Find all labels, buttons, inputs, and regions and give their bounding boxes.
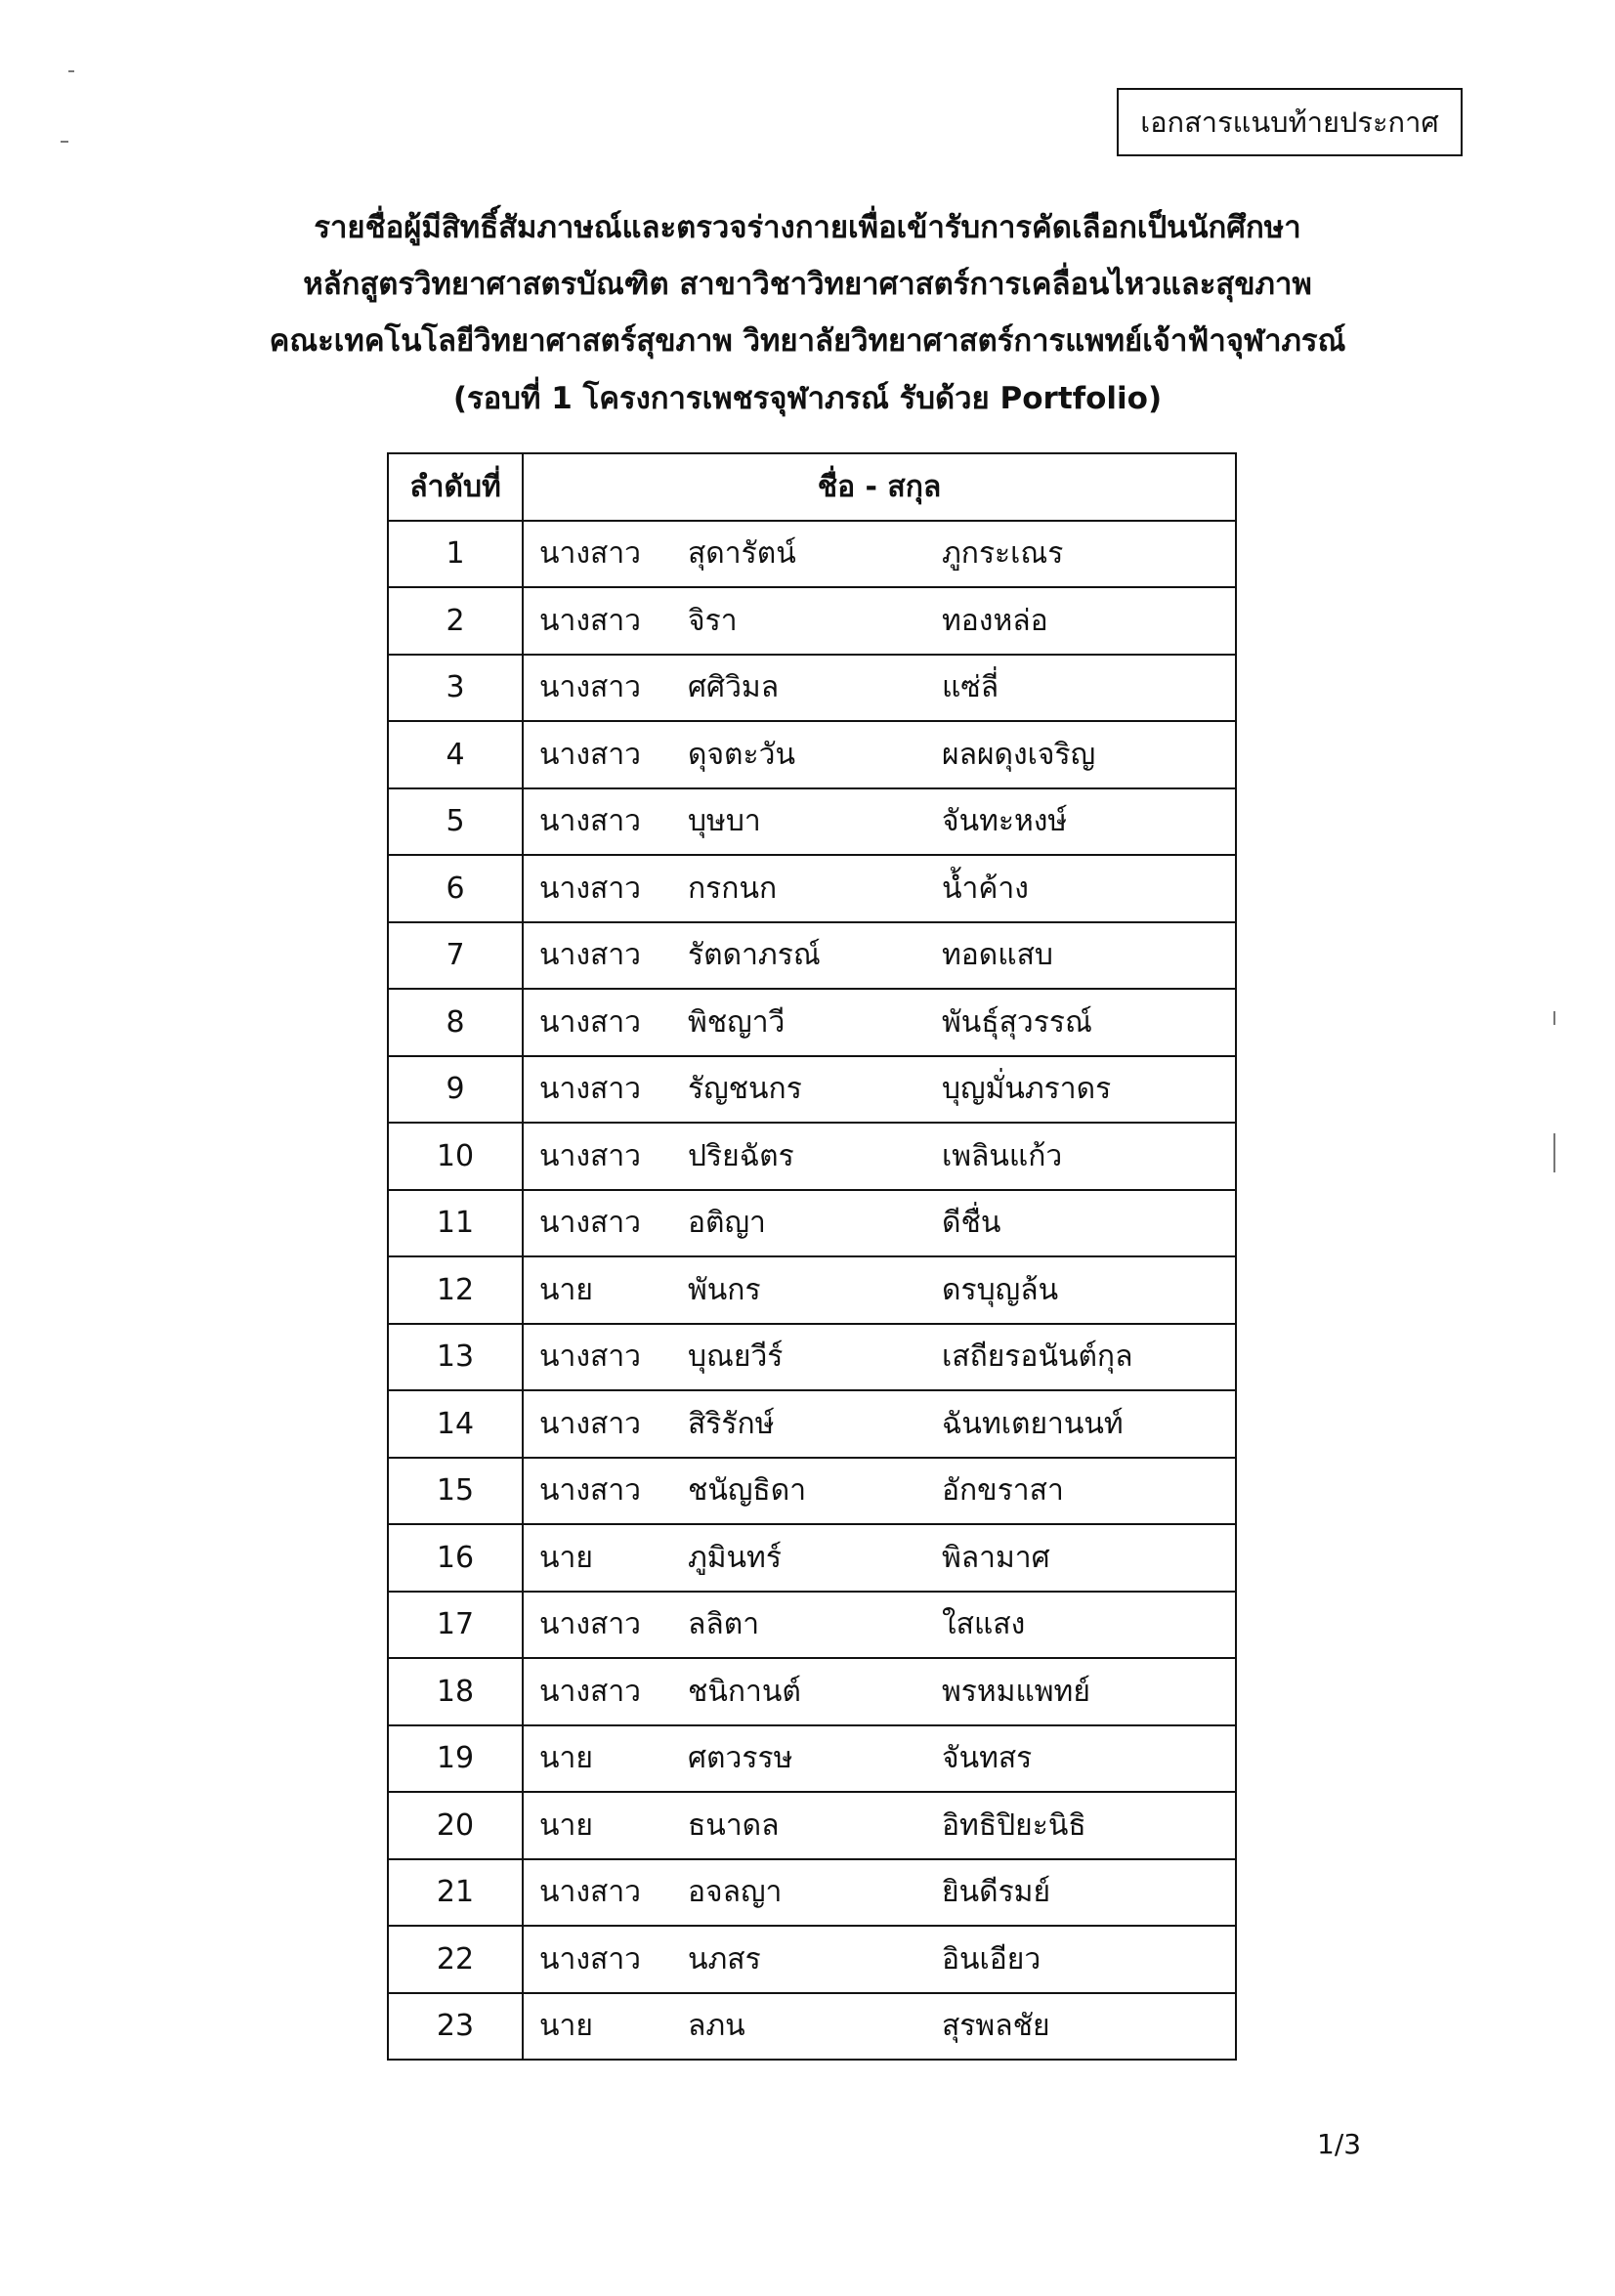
first-name: สิริรักษ์ [688, 1406, 775, 1441]
last-name: ดีชื่น [942, 1206, 1001, 1241]
last-name: ผลผดุงเจริญ [942, 737, 1096, 772]
table-row [388, 1458, 1236, 1525]
name-prefix: นางสาว [539, 737, 642, 772]
first-name: บุษบา [688, 804, 761, 839]
row-number: 13 [388, 1324, 523, 1391]
first-name: รัตดาภรณ์ [688, 938, 821, 973]
first-name: อจลญา [688, 1875, 783, 1910]
first-name: ลลิตา [688, 1607, 760, 1642]
row-fullname [523, 1926, 1236, 1993]
name-prefix: นาย [539, 1807, 593, 1843]
row-fullname [523, 1390, 1236, 1458]
name-prefix: นางสาว [539, 1607, 642, 1642]
table-row [388, 655, 1236, 722]
row-fullname [523, 989, 1236, 1056]
table-row [388, 1658, 1236, 1725]
first-name: ธนาดล [688, 1807, 780, 1843]
row-fullname [523, 1190, 1236, 1257]
table-row [388, 1123, 1236, 1190]
row-fullname [523, 1725, 1236, 1793]
row-fullname [523, 721, 1236, 788]
scan-speck [68, 70, 74, 72]
first-name: จิรา [688, 603, 738, 638]
row-fullname [523, 1256, 1236, 1324]
first-name: นภสร [688, 1941, 761, 1977]
table-row [388, 922, 1236, 990]
name-prefix: นาย [539, 2009, 593, 2044]
title-line-4: (รอบที่ 1 โครงการเพชรจุฬาภรณ์ รับด้วย Portfolio) [452, 381, 1163, 416]
row-number: 5 [388, 788, 523, 856]
last-name: เพลินแก้ว [942, 1138, 1063, 1173]
last-name: จันทะหงษ์ [942, 804, 1068, 839]
name-prefix: นางสาว [539, 670, 642, 705]
first-name: ปริยฉัตร [688, 1138, 794, 1173]
row-number: 7 [388, 922, 523, 990]
table-header-row [388, 453, 1236, 521]
row-fullname [523, 1592, 1236, 1659]
first-name: สุดารัตน์ [688, 536, 796, 572]
last-name: น้ำค้าง [942, 871, 1029, 906]
row-number: 23 [388, 1993, 523, 2061]
attachment-label-box [1117, 88, 1463, 156]
table-row [388, 1190, 1236, 1257]
row-number: 3 [388, 655, 523, 722]
last-name: เสถียรอนันต์กุล [942, 1339, 1133, 1375]
name-prefix: นางสาว [539, 536, 642, 572]
row-number: 9 [388, 1056, 523, 1124]
table-row [388, 1792, 1236, 1859]
table-row [388, 989, 1236, 1056]
row-fullname [523, 1123, 1236, 1190]
row-number: 20 [388, 1792, 523, 1859]
row-fullname [523, 1056, 1236, 1124]
row-fullname [523, 1324, 1236, 1391]
header-order: ลำดับที่ [388, 453, 523, 521]
last-name: อักขราสา [942, 1473, 1064, 1509]
name-prefix: นางสาว [539, 871, 642, 906]
first-name: ศศิวิมล [688, 670, 780, 705]
name-prefix: นางสาว [539, 804, 642, 839]
table-row [388, 1324, 1236, 1391]
table-row [388, 1859, 1236, 1927]
table-row [388, 587, 1236, 655]
last-name: ใสแสง [942, 1607, 1026, 1642]
first-name: ชนิกานต์ [688, 1674, 801, 1709]
name-prefix: นางสาว [539, 1339, 642, 1375]
first-name: พิชญาวี [688, 1004, 786, 1040]
row-number: 14 [388, 1390, 523, 1458]
last-name: บุญมั่นภราดร [942, 1072, 1112, 1107]
row-number: 1 [388, 521, 523, 588]
row-fullname [523, 788, 1236, 856]
row-number: 15 [388, 1458, 523, 1525]
last-name: พรหมแพทย์ [942, 1674, 1090, 1709]
name-prefix: นางสาว [539, 1875, 642, 1910]
first-name: ดุจตะวัน [688, 737, 796, 772]
row-number: 11 [388, 1190, 523, 1257]
attachment-label: เอกสารแนบท้ายประกาศ [1140, 106, 1439, 139]
name-prefix: นาย [539, 1272, 593, 1307]
row-number: 22 [388, 1926, 523, 1993]
row-fullname [523, 855, 1236, 922]
first-name: ชนัญธิดา [688, 1473, 807, 1509]
last-name: พันธุ์สุวรรณ์ [942, 1004, 1092, 1040]
row-number: 2 [388, 587, 523, 655]
row-number: 6 [388, 855, 523, 922]
row-number: 18 [388, 1658, 523, 1725]
table-row [388, 1056, 1236, 1124]
name-prefix: นางสาว [539, 1072, 642, 1107]
last-name: ยินดีรมย์ [942, 1875, 1051, 1910]
row-fullname [523, 1993, 1236, 2061]
table-row [388, 1926, 1236, 1993]
table-row [388, 1592, 1236, 1659]
first-name: รัญชนกร [688, 1072, 802, 1107]
first-name: อติญา [688, 1206, 766, 1241]
title-line-2: หลักสูตรวิทยาศาสตรบัณฑิต สาขาวิชาวิทยาศาสตร์การเคลื่อนไหวและสุขภาพ [303, 267, 1312, 302]
row-number: 19 [388, 1725, 523, 1793]
row-number: 12 [388, 1256, 523, 1324]
row-number: 17 [388, 1592, 523, 1659]
last-name: ภูกระเณร [942, 536, 1064, 572]
row-number: 10 [388, 1123, 523, 1190]
table-row [388, 1390, 1236, 1458]
scan-speck [61, 141, 68, 143]
name-prefix: นางสาว [539, 938, 642, 973]
first-name: ลภน [688, 2009, 745, 2044]
last-name: อินเอียว [942, 1941, 1041, 1977]
last-name: สุรพลชัย [942, 2009, 1050, 2044]
table-row [388, 855, 1236, 922]
row-fullname [523, 1859, 1236, 1927]
title-line-3: คณะเทคโนโลยีวิทยาศาสตร์สุขภาพ วิทยาลัยวิทยาศาสตร์การแพทย์เจ้าฟ้าจุฬาภรณ์ [269, 323, 1346, 359]
row-fullname [523, 1524, 1236, 1592]
name-prefix: นางสาว [539, 1473, 642, 1509]
last-name: ทอดแสบ [942, 938, 1053, 973]
last-name: พิลามาศ [942, 1540, 1050, 1575]
row-fullname [523, 521, 1236, 588]
row-fullname [523, 1658, 1236, 1725]
row-number: 16 [388, 1524, 523, 1592]
last-name: ดรบุญล้น [942, 1272, 1059, 1307]
last-name: ทองหล่อ [942, 603, 1048, 638]
first-name: ภูมินทร์ [688, 1540, 782, 1575]
title-line-1: รายชื่อผู้มีสิทธิ์สัมภาษณ์และตรวจร่างกายเพื่อเข้ารับการคัดเลือกเป็นนักศึกษา [314, 210, 1301, 245]
row-fullname [523, 587, 1236, 655]
last-name: จันทสร [942, 1741, 1033, 1776]
candidate-table [387, 452, 1237, 2061]
first-name: ศตวรรษ [688, 1741, 793, 1776]
row-number: 21 [388, 1859, 523, 1927]
name-prefix: นางสาว [539, 1206, 642, 1241]
first-name: กรกนก [688, 871, 778, 906]
name-prefix: นางสาว [539, 1941, 642, 1977]
first-name: บุณยวีร์ [688, 1339, 784, 1375]
first-name: พันกร [688, 1272, 761, 1307]
table-row [388, 1524, 1236, 1592]
row-fullname [523, 1458, 1236, 1525]
last-name: ฉันทเตยานนท์ [942, 1406, 1124, 1441]
name-prefix: นาย [539, 1741, 593, 1776]
scan-speck [1553, 1133, 1555, 1172]
row-fullname [523, 655, 1236, 722]
table-row [388, 521, 1236, 588]
scan-speck [1553, 1011, 1555, 1025]
name-prefix: นางสาว [539, 1674, 642, 1709]
row-number: 4 [388, 721, 523, 788]
table-row [388, 1993, 1236, 2061]
name-prefix: นางสาว [539, 1406, 642, 1441]
table-row [388, 721, 1236, 788]
name-prefix: นางสาว [539, 1004, 642, 1040]
table-row [388, 1725, 1236, 1793]
last-name: แซ่ลี่ [942, 670, 999, 705]
name-prefix: นางสาว [539, 1138, 642, 1173]
row-fullname [523, 1792, 1236, 1859]
header-fullname: ชื่อ - สกุล [523, 453, 1236, 521]
row-number: 8 [388, 989, 523, 1056]
table-row [388, 788, 1236, 856]
last-name: อิทธิปิยะนิธิ [942, 1807, 1086, 1843]
name-prefix: นาย [539, 1540, 593, 1575]
table-row [388, 1256, 1236, 1324]
row-fullname [523, 922, 1236, 990]
page-number: 1/3 [1317, 2128, 1362, 2160]
name-prefix: นางสาว [539, 603, 642, 638]
